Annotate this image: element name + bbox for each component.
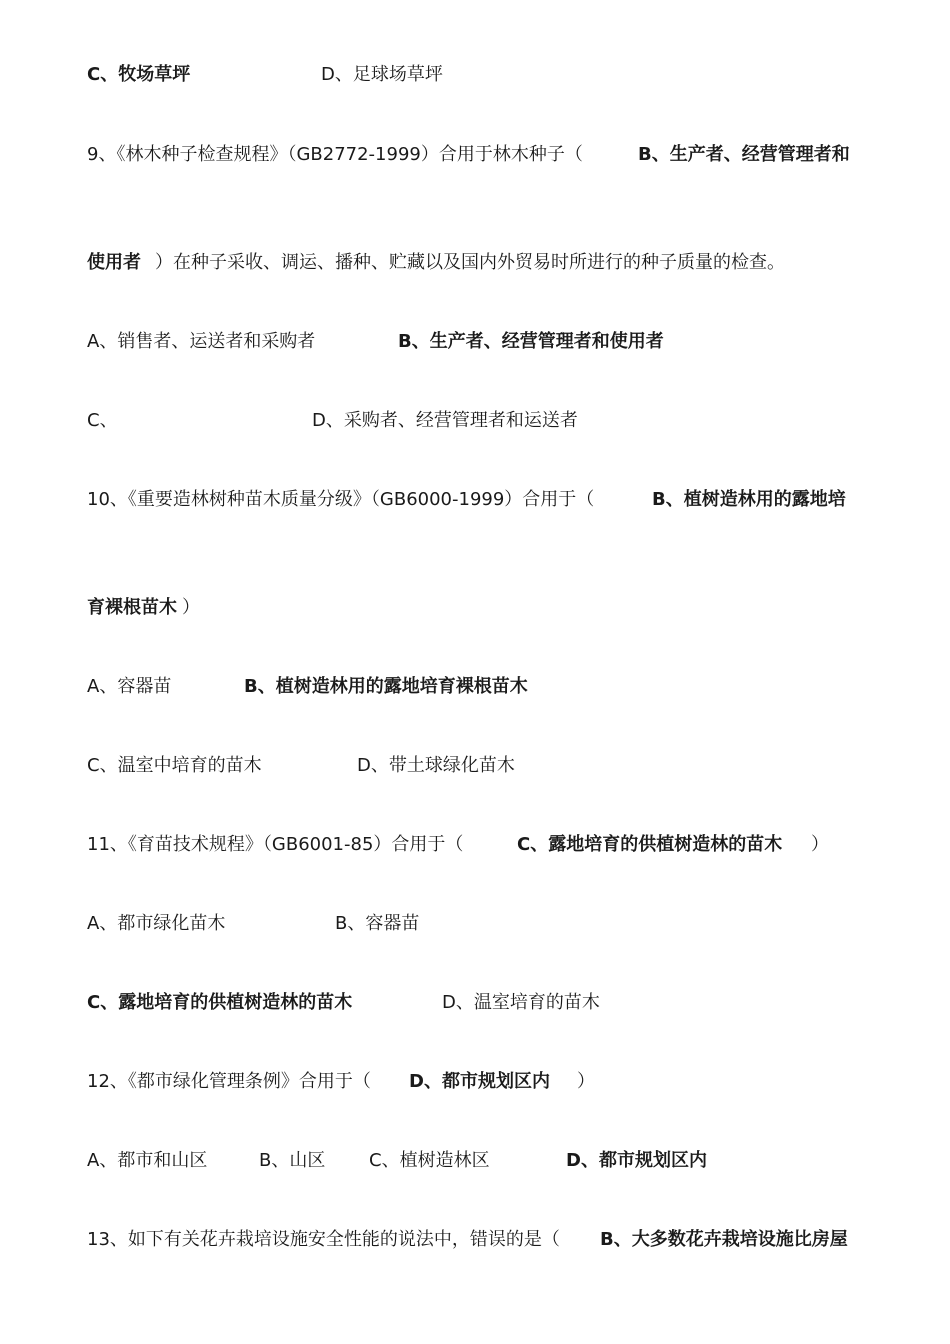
q13-stem: 13、如下有关花卉栽培设施安全性能的说法中，错误的是（ [87, 1229, 560, 1250]
q12-stem: 12、《都市绿化管理条例》合用于（ [87, 1071, 371, 1092]
q9-option-b: B、生产者、经营管理者和使用者 [398, 331, 664, 352]
q12-option-b: B、山区 [259, 1150, 326, 1171]
q8-option-d: D、足球场草坪 [321, 64, 443, 85]
q9-answer-part-1: B、生产者、经营管理者和 [638, 144, 850, 165]
q12-option-d: D、都市规划区内 [566, 1150, 707, 1171]
q10-option-a: A、容器苗 [87, 676, 172, 697]
q12-close-paren: ） [577, 1071, 595, 1092]
q13-answer: B、大多数花卉栽培设施比房屋 [600, 1229, 848, 1250]
q10-option-b: B、植树造林用的露地培育裸根苗木 [244, 676, 528, 697]
q10-answer-part-1: B、植树造林用的露地培 [652, 489, 846, 510]
q10-answer-part-2: 育裸根苗木 [87, 597, 177, 618]
q9-stem-part-2: ）在种子采收、调运、播种、贮藏以及国内外贸易时所进行的种子质量的检查。 [155, 252, 785, 273]
q11-answer: C、露地培育的供植树造林的苗木 [517, 834, 783, 855]
q10-stem-part-1: 10、《重要造林树种苗木质量分级》（GB6000-1999）合用于（ [87, 489, 595, 510]
q9-option-d: D、采购者、经营管理者和运送者 [312, 410, 578, 431]
q10-option-c: C、温室中培育的苗木 [87, 755, 262, 776]
q9-option-c: C、 [87, 410, 118, 431]
q11-close-paren: ） [811, 834, 829, 855]
q11-option-d: D、温室培育的苗木 [442, 992, 600, 1013]
q11-option-a: A、都市绿化苗木 [87, 913, 226, 934]
q10-close-paren: ） [182, 597, 200, 618]
q9-answer-part-2: 使用者 [87, 252, 141, 273]
q9-option-a: A、销售者、运送者和采购者 [87, 331, 316, 352]
q8-option-c: C、牧场草坪 [87, 64, 191, 85]
q11-option-b: B、容器苗 [335, 913, 420, 934]
q12-option-c: C、植树造林区 [369, 1150, 490, 1171]
q10-option-d: D、带土球绿化苗木 [357, 755, 515, 776]
q12-answer: D、都市规划区内 [409, 1071, 550, 1092]
q11-option-c: C、露地培育的供植树造林的苗木 [87, 992, 353, 1013]
q9-stem-part-1: 9、《林木种子检查规程》（GB2772-1999）合用于林木种子（ [87, 144, 583, 165]
q12-option-a: A、都市和山区 [87, 1150, 208, 1171]
q11-stem: 11、《育苗技术规程》（GB6001-85）合用于（ [87, 834, 464, 855]
